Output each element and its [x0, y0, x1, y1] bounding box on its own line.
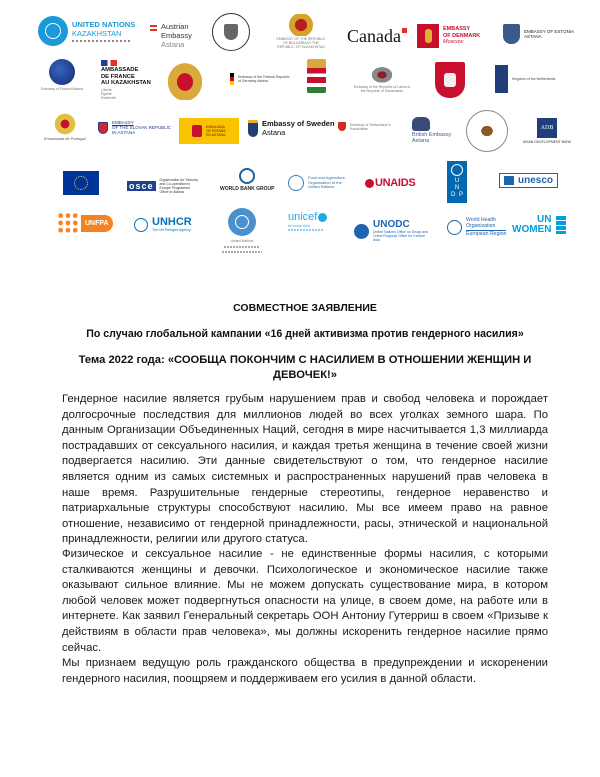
sweden-line1: Embassy of Sweden: [262, 119, 335, 128]
latvia-coat-of-arms-icon: [369, 65, 395, 83]
un-kz-line1: UNITED NATIONS: [72, 20, 136, 29]
spain-caption: EMBAJADA DE ESPAÑA EN ASTANA: [206, 125, 226, 137]
logo-unfpa: [57, 212, 113, 234]
un-women-symbol-icon: [556, 216, 566, 234]
logo-bulgaria: [275, 14, 327, 49]
logo-france: [101, 60, 151, 100]
who-line2: Organization: [466, 223, 496, 229]
portugal-coat-of-arms-icon: [53, 112, 77, 136]
adb-abbr: ADB: [540, 125, 554, 131]
spain-box-icon: [179, 118, 239, 144]
france-line2: DE FRANCE: [101, 73, 135, 80]
bulgaria-coat-of-arms-icon: [288, 14, 314, 36]
hungary-coat-of-arms-icon: [307, 59, 326, 99]
logo-adb: [522, 118, 572, 144]
unfpa-dots-icon: [57, 212, 79, 234]
estonia-line1: EMBASSY OF ESTONIA: [524, 28, 575, 34]
logo-undp: [447, 161, 467, 203]
estonia-crest-icon: [503, 24, 520, 44]
unesco-box: [499, 173, 558, 188]
austria-line2: Embassy: [161, 31, 192, 40]
unicef-text: unicef: [288, 211, 318, 223]
slovakia-line1: EMBASSY: [112, 120, 134, 125]
uk-royal-arms-icon: [412, 117, 430, 131]
adb-caption: ASIAN DEVELOPMENT BANK: [522, 140, 572, 144]
us-great-seal-icon: [466, 110, 508, 152]
logo-canada: [347, 26, 407, 47]
logo-germany: [230, 73, 290, 85]
switzerland-flag-icon: [338, 122, 346, 131]
undp-box-icon: [447, 161, 467, 203]
logo-who: [447, 217, 506, 237]
who-line1: World Health: [466, 217, 496, 223]
document-theme: [62, 353, 548, 383]
logo-osce: [127, 178, 200, 194]
logo-switzerland: [338, 122, 398, 131]
osce-text: osce: [129, 181, 154, 191]
unaids-ribbon-icon: [365, 179, 374, 188]
un-women-line1: UN: [537, 214, 552, 225]
unaids-text: UNAIDS: [375, 177, 416, 189]
osce-caption: Organization for Security and Co-operation in Europe Programme Office in Astana: [159, 178, 199, 194]
logo-latvia: [353, 65, 411, 93]
logo-un-women: [512, 215, 566, 235]
unhcr-caption: The UN Refugee Agency: [152, 228, 191, 232]
denmark-crest-icon: [417, 24, 439, 48]
unodc-caption: United Nations Office on Drugs and Crime Regional Office for Central Asia: [373, 230, 428, 242]
france-line1: AMBASSADE: [101, 67, 139, 73]
bulgaria-caption: EMBASSY OF THE REPUBLIC OF BULGARIA IN THE REPUBLIC OF KAZAKHSTAN: [276, 37, 326, 49]
un-emblem-caption: United Nations: [230, 239, 254, 243]
uk-line2: Astana: [412, 138, 430, 145]
logo-uk: [412, 117, 451, 144]
austria-line3: Astana: [161, 40, 185, 49]
denmark-line2: OF DENMARK: [443, 32, 481, 39]
slovakia-shield-icon: [98, 122, 108, 134]
world-bank-globe-icon: [239, 168, 255, 184]
uk-line1: British Embassy: [412, 132, 452, 138]
adb-box-icon: [537, 118, 557, 138]
slovakia-line3: IN ASTANA: [112, 130, 136, 136]
sweden-crest-icon: [248, 120, 258, 137]
logo-finland: [38, 59, 86, 91]
france-motto: Liberté Égalité Fraternité: [101, 87, 116, 100]
logo-estonia: [503, 24, 574, 44]
germany-caption: Embassy of the Federal Republic of Germany Astana: [238, 75, 290, 83]
fao-caption: Food and Agriculture Organization of the United Nations: [308, 174, 345, 190]
logo-spain: [179, 118, 239, 144]
un-emblem-blue-icon: [228, 208, 256, 236]
unodc-emblem-icon: [354, 224, 369, 239]
portugal-caption: Embaixada de Portugal: [44, 136, 86, 141]
logo-un-kazakhstan: [38, 16, 135, 46]
logo-georgia: [165, 60, 205, 100]
paragraph-2: Физическое и сексуальное насилие - не единственные формы насилия, с которыми сталкиваются женщины и девочки. Психологическое и экономическое насилие также оказывают сильное влияние. Мы не можем допускать существование мира, в котором любой человек может подвергнуться опасности на улице, в своем доме, на работе или в интернете. Как заявил Генеральный секретарь ООН Антониу Гутерриш в своем «Призыве к действиям в области прав человека», мы должны искоренить гендерное насилие прямо сейчас.: [62, 548, 548, 654]
unfpa-text: UNFPA: [85, 219, 109, 227]
unicef-caption: for every child: [288, 224, 310, 228]
world-bank-text: WORLD BANK GROUP: [220, 186, 275, 192]
logo-unicef: [288, 211, 328, 231]
logo-unhcr: [134, 217, 192, 232]
finland-caption: Embassy of Finland Astana: [40, 87, 84, 91]
logo-un-emblem: [222, 208, 262, 253]
logo-fao: [288, 175, 350, 191]
logo-unesco: [499, 173, 558, 188]
logo-portugal: [44, 112, 86, 141]
theme-line1: Тема 2022 года: «СООБЩА ПОКОНЧИМ С НАСИЛИЕМ В ОТНОШЕНИИ ЖЕНЩИН И: [78, 354, 532, 366]
slovakia-line2: OF THE SLOVAK REPUBLIC: [112, 125, 172, 131]
denmark-line1: EMBASSY: [443, 26, 471, 33]
fao-emblem-icon: [288, 175, 304, 191]
unhcr-emblem-icon: [134, 218, 148, 232]
who-line3: European Region: [466, 231, 507, 237]
logo-world-bank: [220, 168, 274, 192]
austria-flag-icon: [150, 25, 157, 31]
paragraph-1: Гендерное насилие является грубым нарушением прав и свобод человека и порождает долгосрочные последствия для миллионов людей во всех уголках земного шара. По данным Организации Объединенных Наций, сегодня в мире насчитывается 1,3 миллиарда пострадавших от сексуального насилия, и каждая третья женщина в течение своей жизни подвергается насилию. Эти данные свидетельствуют о том, что гендерное насилие является одним из самых системных и распространенных нарушений прав человека в наше время. Разрушительные гендерные стереотипы, гендерное неравенство и патриархальные структуры способствуют насилию. Мы все имеем право на равное отношение, независимо от гендерной принадлежности, расы, этнической и национальной принадлежности, религии или другого статуса.: [62, 393, 548, 546]
logo-sweden: [248, 120, 335, 137]
document-title: СОВМЕСТНОЕ ЗАЯВЛЕНИЕ: [233, 302, 377, 314]
netherlands-bar-icon: [495, 65, 508, 93]
unfpa-badge: [81, 215, 113, 232]
sweden-line2: Astana: [262, 127, 286, 137]
austria-line1: Austrian: [161, 22, 189, 31]
logo-netherlands: [495, 65, 556, 93]
logo-slovakia: [98, 120, 171, 136]
france-marianne-icon: [101, 60, 117, 66]
document-subtitle: По случаю глобальной кампании «16 дней активизма против гендерного насилия»: [86, 328, 524, 340]
un-kz-line2: KAZAKHSTAN: [72, 29, 122, 38]
france-line3: AU KAZAKHSTAN: [101, 80, 151, 87]
logo-austria: [150, 22, 192, 49]
unesco-temple-icon: [504, 176, 514, 185]
logo-unaids: [365, 177, 415, 189]
eu-flag-icon: [63, 171, 99, 195]
osce-wordmark: [127, 181, 156, 191]
switzerland-caption: Embassy of Switzerland in Kazakhstan: [350, 122, 392, 131]
netherlands-caption: Kingdom of the Netherlands: [512, 77, 556, 81]
germany-eagle-icon: [230, 73, 234, 85]
lithuania-vytis-icon: [435, 62, 465, 98]
undp-text: U N D P: [451, 178, 464, 198]
paragraph-3: Мы признаем ведущую роль гражданского общества в предупреждении и искоренении гендерного насилия, поощряем и поддерживаем его усилия в данной области.: [62, 657, 548, 685]
unesco-text: unesco: [518, 175, 554, 186]
unicef-emblem-icon: [318, 213, 327, 222]
latvia-caption: Embassy of the Republic of Latvia in the Republic of Kazakhstan: [353, 85, 411, 93]
logo-hungary: [307, 59, 326, 99]
maple-leaf-icon: [402, 28, 407, 33]
un-emblem-icon: [38, 16, 68, 46]
logo-lithuania: [435, 62, 465, 98]
un-women-line2: WOMEN: [512, 224, 552, 235]
who-emblem-icon: [447, 220, 462, 235]
belgium-seal-icon: [212, 13, 250, 51]
unodc-text: UNODC: [373, 219, 410, 230]
logo-denmark: [417, 24, 480, 48]
logo-belgium-seal: [212, 13, 250, 51]
logo-eu: [63, 171, 99, 195]
theme-line2: ДЕВОЧЕК!»: [272, 369, 338, 381]
estonia-line2: ASTANA: [524, 34, 542, 39]
finland-emblem-icon: [49, 59, 75, 85]
georgia-coat-of-arms-icon: [165, 60, 205, 100]
logo-us-seal: [466, 110, 508, 152]
denmark-line3: Moscow: [443, 39, 464, 46]
canada-wordmark: Canada: [347, 26, 401, 46]
logo-unodc: [354, 220, 431, 242]
unhcr-text: UNHCR: [152, 216, 192, 228]
